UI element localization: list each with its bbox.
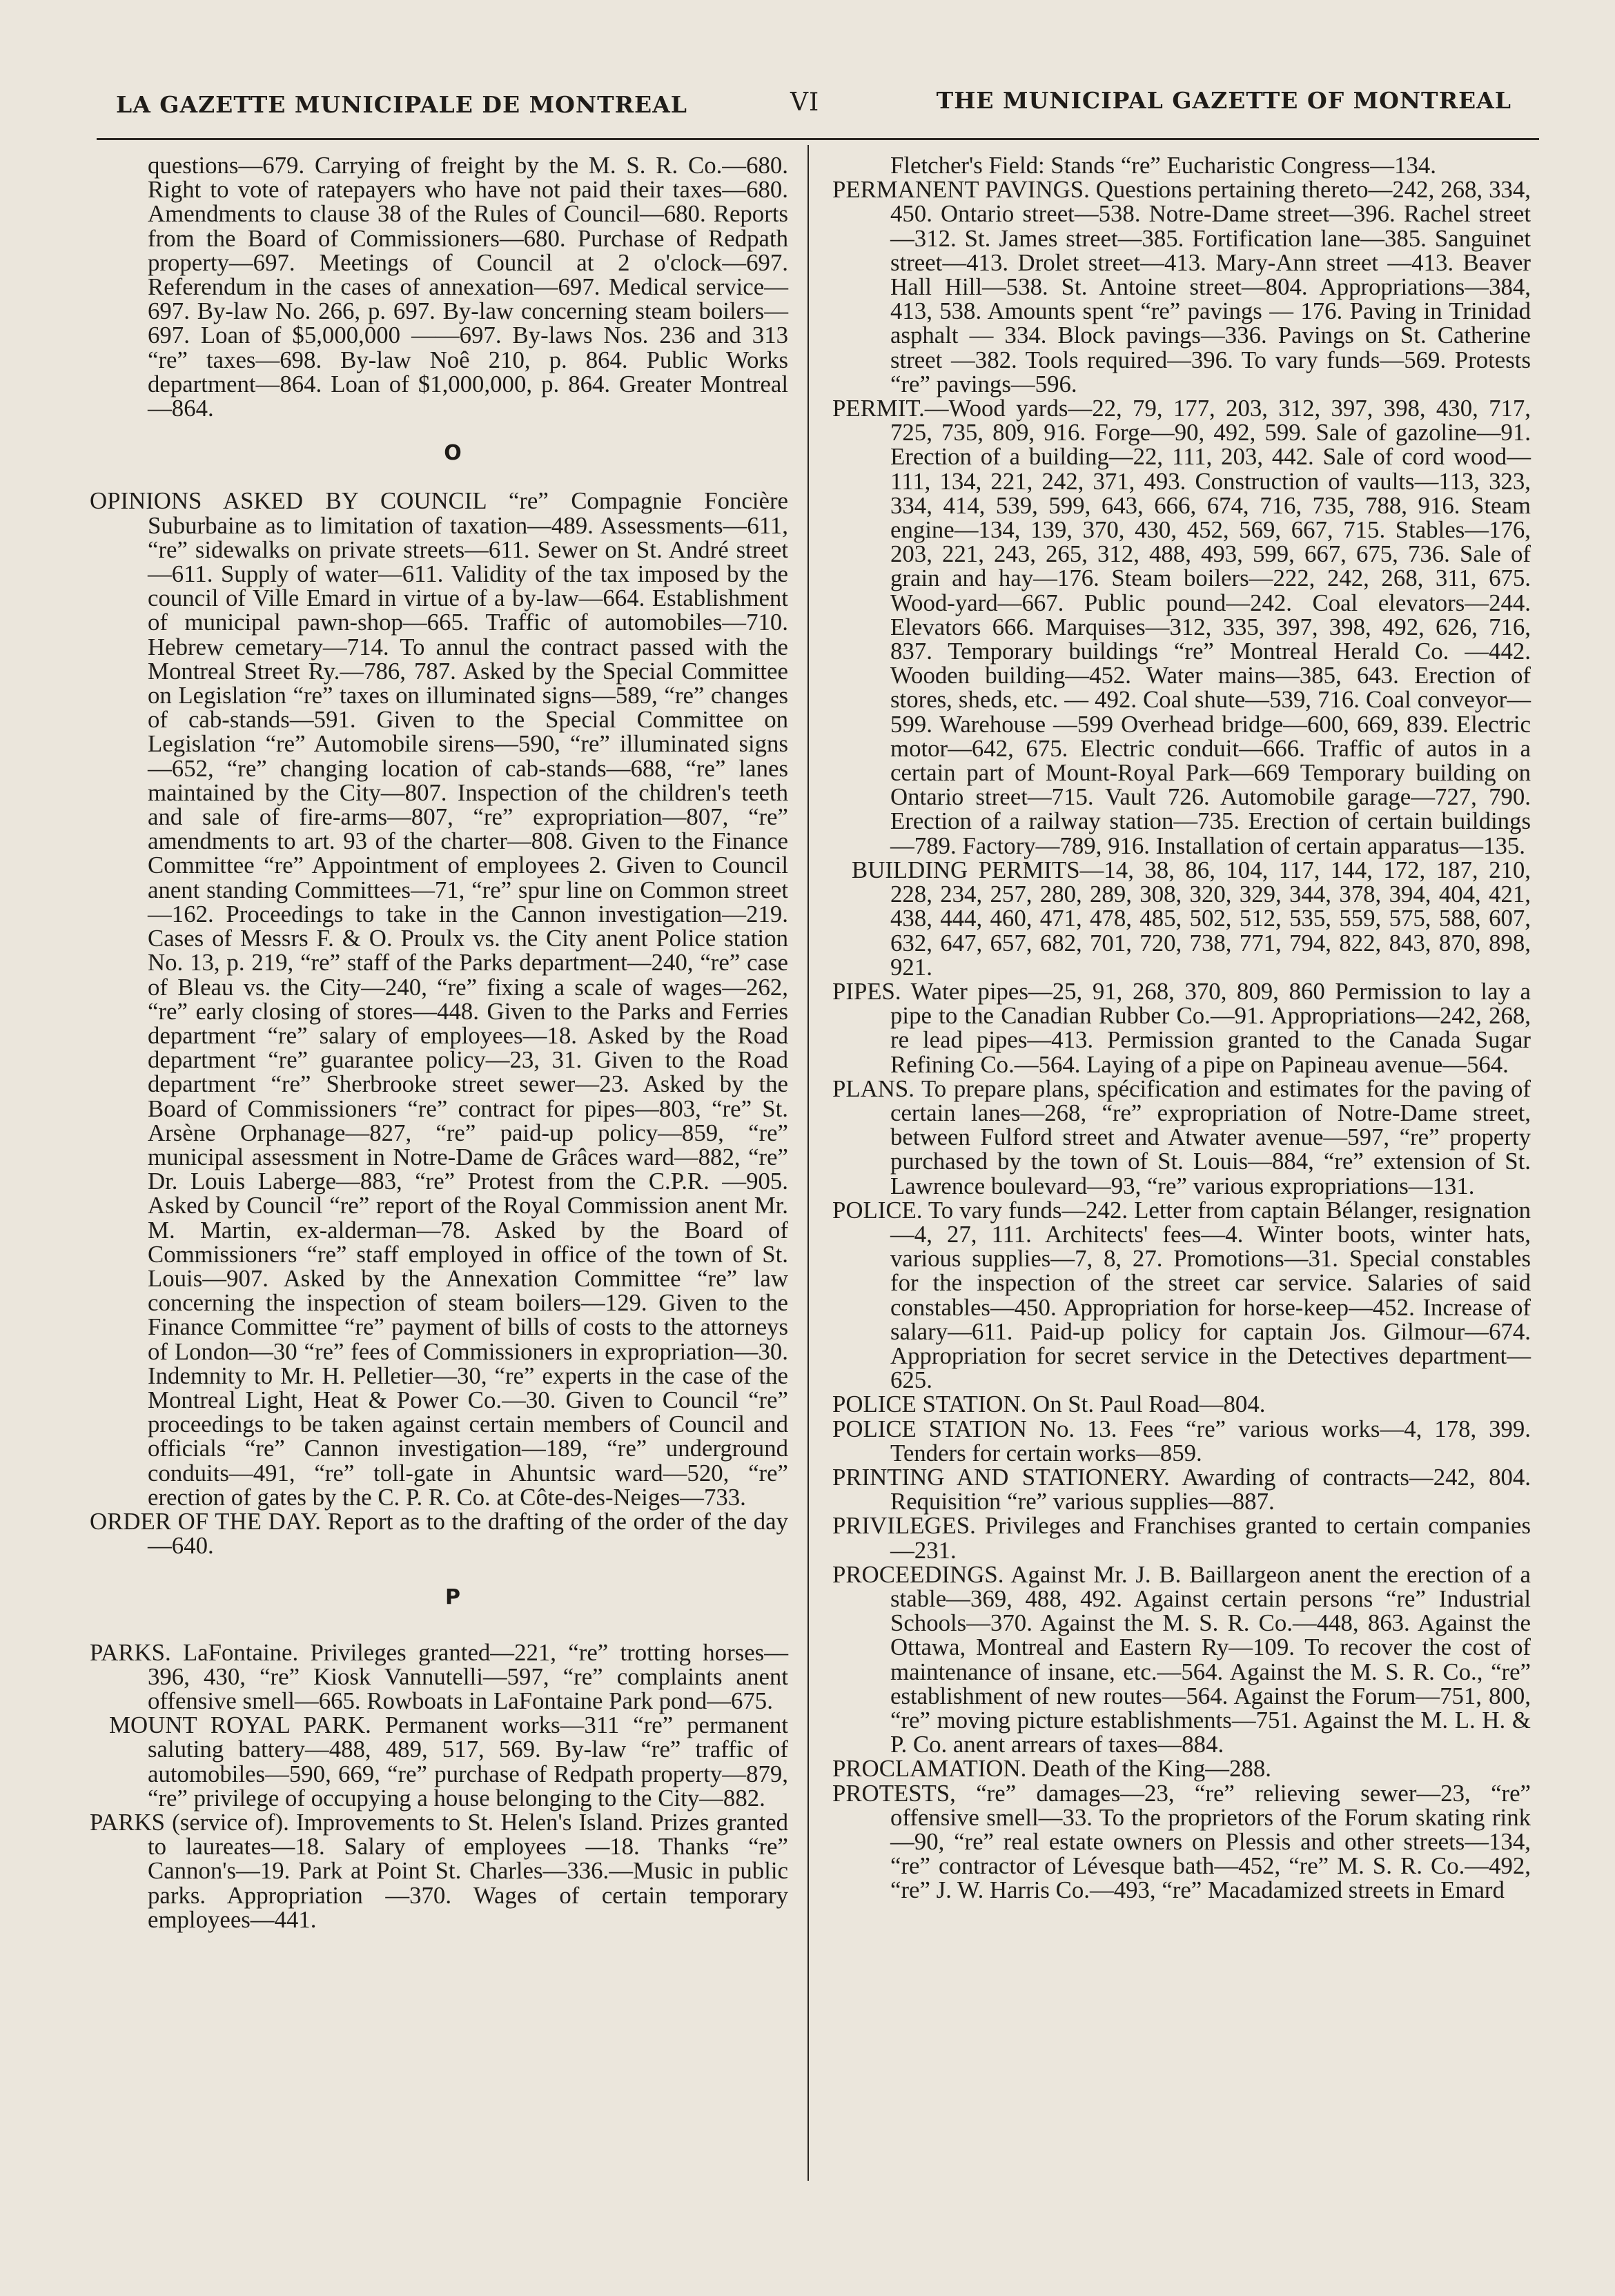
index-entry-opinions: OPINIONS ASKED BY COUNCIL “re” Compagnie Foncière Suburbaine as to limitation of taxation—489. Assessments—611, “re” sidewalks on private streets—611. Sewer on St. André street—611. Supply of water—611. Validity of the tax imposed by the council of Ville Emard in virtue of a by-law—664. Establishment of municipal pawn-shop—665. Traffic of automobiles—710. Hebrew cemetary—714. To annul the contract passed with the Montreal Street Ry.—786, 787. Asked by the Special Committee on Legislation “re” taxes on illuminated signs—589, “re” changes of cab-stands—591. Given to the Special Committee on Legislation “re” Automobile sirens—590, “re” illuminated signs—652, “re” changing location of cab-stands—688, “re” lanes maintained by the City—807. Inspection of the children's teeth and sale of fire-arms—807, “re” expropriation—807, “re” amendments to art. 93 of the charter—808. Given to the Finance Committee “re” Appointment of employees 2. Given to Council anent standing Committees—71, “re” spur line on Common street—162. Proceedings to take in the Cannon investigation—219. Cases of Messrs F. & O. Proulx vs. the City anent Police station No. 13, p. 219, “re” staff of the Parks department—240, “re” case of Bleau vs. the City—240, “re” fixing a scale of wages—262, “re” early closing of stores—448. Given to the Parks and Ferries department “re” salary of employees—18. Asked by the Road department “re” guarantee policy—23, 31. Given to the Road department “re” Sherbrooke street sewer—23. Asked by the Board of Commissioners “re” contract for pipes—803, “re” St. Arsène Orphanage—827, “re” paid-up policy—859, “re” municipal assessment in Notre-Dame de Grâces ward—882, “re” Dr. Louis Laberge—883, “re” Protest from the C.P.R. —905. Asked by Council “re” report of the Royal Commission anent Mr. M. Martin, ex-alderman—78. Asked by the Board of Commissioners “re” staff employed in office of the town of St. Louis—907. Asked by the Annexation Committee “re” law concerning the inspection of steam boilers—129. Given to the Finance Committee “re” payment of bills of costs to the attorneys of London—30 “re” fees of Commissioners in expropriation—30. Indemnity to Mr. H. Pelletier—30, “re” experts in the case of the Montreal Light, Heat & Power Co.—30. Given to Council “re” proceedings to be taken against certain members of Council and officials “re” Cannon investigation—189, “re” underground conduits—491, “re” toll-gate in Ahuntsic ward—520, “re” erection of gates by the C. P. R. Co. at Côte-des-Neiges—733. xyxy=(90,487,788,1511)
header-rule xyxy=(97,138,1539,140)
index-entry-order-of-the-day: ORDER OF THE DAY. Report as to the drafting of the order of the day—640. xyxy=(90,1507,788,1560)
index-entry-proclamation: PROCLAMATION. Death of the King—288. xyxy=(832,1755,1271,1783)
section-letter-p: P xyxy=(445,1585,460,1610)
header-english-title: THE MUNICIPAL GAZETTE OF MONTREAL xyxy=(936,87,1511,114)
index-entry-permit: PERMIT.—Wood yards—22, 79, 177, 203, 312, 397, 398, 430, 717, 725, 735, 809, 916. Forge—90, 492, 599. Sale of gazoline—91. Erection of a building—22, 111, 203, 442. Sale of cord wood—111, 134, 221, 242, 371, 493. Construction of vaults—113, 323, 334, 414, 539, 599, 643, 666, 674, 716, 735, 788, 916. Steam engine—134, 139, 370, 430, 452, 569, 667, 715. Stables—176, 203, 221, 243, 265, 312, 488, 493, 599, 667, 675, 736. Sale of grain and hay—176. Steam boilers—222, 242, 268, 311, 675. Wood-yard—667. Public pound—242. Coal elevators—244. Elevators 666. Marquises—312, 335, 397, 398, 492, 626, 716, 837. Temporary buildings “re” Montreal Herald Co. —442. Wooden building—452. Water mains—385, 643. Erection of stores, sheds, etc. — 492. Coal shute—539, 716. Coal conveyor—599. Warehouse —599 Overhead bridge—600, 669, 839. Electric motor—642, 675. Electric conduit—666. Traffic of autos in a certain part of Mount-Royal Park—669 Temporary building on Ontario street—715. Vault 726. Automobile garage—727, 790. Erection of a railway station—735. Erection of certain buildings —789. Factory—789, 916. Installation of certain apparatus—135. xyxy=(832,395,1531,859)
index-entry-parks: PARKS. LaFontaine. Privileges granted—221, “re” trotting horses—396, 430, “re” Kiosk Vannutelli—597, “re” complaints anent offensive smell—665. Rowboats in LaFontaine Park pond—675. xyxy=(90,1638,788,1714)
page-header xyxy=(104,81,1511,123)
index-entry-pipes: PIPES. Water pipes—25, 91, 268, 370, 809, 860 Permission to lay a pipe to the Canadian Rubber Co.—91. Appropriations—242, 268, re lead pipes—413. Permission granted to the Canada Sugar Refining Co.—564. Laying of a pipe on Papineau avenue—564. xyxy=(832,977,1531,1078)
index-entry-protests: PROTESTS, “re” damages—23, “re” relieving sewer—23, “re” offensive smell—33. To the proprietors of the Forum skating rink—90, “re” real estate owners on Plessis and other streets—134, “re” contractor of Lévesque bath—452, “re” M. S. R. Co.—492, “re” J. W. Harris Co.—493, “re” Macadamized streets in Emard xyxy=(832,1779,1531,1904)
right-column xyxy=(832,153,1531,1903)
section-letter-o: O xyxy=(444,441,462,466)
index-entry-plans: PLANS. To prepare plans, spécification and estimates for the paving of certain lanes—268, “re” expropriation of Notre-Dame street, between Fulford street and Atwater avenue—597, “re” property purchased by the town of St. Louis—884, “re” extension of St. Lawrence boulevard—93, “re” various expropriations—131. xyxy=(832,1075,1531,1199)
index-entry-parks-service: PARKS (service of). Improvements to St. Helen's Island. Prizes granted to laureates—18. Salary of employees —18. Thanks “re” Cannon's—19. Park at Point St. Charles—336.—Music in public parks. Appropriation —370. Wages of certain temporary employees—441. xyxy=(90,1809,788,1933)
column-divider xyxy=(808,145,809,2181)
index-entry-police-station: POLICE STATION. On St. Paul Road—804. xyxy=(832,1391,1266,1418)
page-number: VI xyxy=(790,88,820,117)
index-entry-police: POLICE. To vary funds—242. Letter from captain Bélanger, resignation—4, 27, 111. Architects' fees—4. Winter boots, winter hats, various supplies—7, 8, 27. Promotions—31. Special constables for the inspection of the street car service. Salaries of said constables—450. Appropriation for horse-keep—452. Increase of salary—611. Paid-up policy for captain Jos. Gilmour—674. Appropriation for secret service in the Detectives department—625. xyxy=(832,1196,1531,1394)
index-entry-permanent-pavings: PERMANENT PAVINGS. Questions pertaining thereto—242, 268, 334, 450. Ontario street—538. Notre-Dame street—396. Rachel street—312. St. James street—385. Fortification lane—385. Sanguinet street—413. Drolet street—413. Mary-Ann street —413. Beaver Hall Hill—538. St. Antoine street—804. Appropriations—384, 413, 538. Amounts spent “re” pavings — 176. Paving in Trinidad asphalt — 334. Block pavings—336. Pavings on St. Catherine street —382. Tools required—396. To vary funds—569. Protests “re” pavings—596. xyxy=(832,176,1531,398)
index-entry-mount-royal-park: MOUNT ROYAL PARK. Permanent works—311 “re” permanent saluting battery—488, 489, 517, 569. By-law “re” traffic of automobiles—590, 669, “re” purchase of Redpath property—879, “re” privilege of occupying a house belonging to the City—882. xyxy=(109,1711,788,1812)
index-entry-privileges: PRIVILEGES. Privileges and Franchises granted to certain companies—231. xyxy=(832,1512,1531,1564)
index-entry-police-station-13: POLICE STATION No. 13. Fees “re” various works—4, 178, 399. Tenders for certain works—859. xyxy=(832,1415,1531,1466)
header-french-title: LA GAZETTE MUNICIPALE DE MONTREAL xyxy=(116,91,688,118)
index-continuation: questions—679. Carrying of freight by the M. S. R. Co.—680. Right to vote of ratepayers who have not paid their taxes—680. Amendments to clause 38 of the Rules of Council—680. Reports from the Board of Commissioners—680. Purchase of Redpath property—697. Meetings of Council at 2 o'clock—697. Referendum in the cases of annexation—697. Medical service—697. By-law No. 266, p. 697. By-law concerning steam boilers—697. Loan of $5,000,000 ——697. By-laws Nos. 236 and 313 “re” taxes—698. By-law Noê 210, p. 864. Public Works department—864. Loan of $1,000,000, p. 864. Greater Montreal—864. xyxy=(148,152,788,422)
left-column xyxy=(90,153,788,1932)
index-entry-building-permits: BUILDING PERMITS—14, 38, 86, 104, 117, 144, 172, 187, 210, 228, 234, 257, 280, 289, 308, 320, 329, 344, 378, 394, 404, 421, 438, 444, 460, 471, 478, 485, 502, 512, 535, 559, 575, 588, 607, 632, 647, 657, 682, 701, 720, 738, 771, 794, 822, 843, 870, 898, 921. xyxy=(852,856,1531,981)
index-entry-printing-and-stationery: PRINTING AND STATIONERY. Awarding of contracts—242, 804. Requisition “re” various supplies—887. xyxy=(832,1463,1531,1515)
index-continuation: Fletcher's Field: Stands “re” Eucharistic Congress—134. xyxy=(890,152,1436,179)
index-entry-proceedings: PROCEEDINGS. Against Mr. J. B. Baillargeon anent the erection of a stable—369, 488, 492. Against certain persons “re” Industrial Schools—370. Against the M. S. R. Co.—448, 863. Against the Ottawa, Montreal and Eastern Ry—109. To recover the cost of maintenance of insane, etc.—564. Against the M. S. R. Co., “re” establishment of new routes—564. Against the Forum—751, 800, “re” moving picture establishments—751. Against the M. L. H. & P. Co. anent arrears of taxes—884. xyxy=(832,1560,1531,1758)
